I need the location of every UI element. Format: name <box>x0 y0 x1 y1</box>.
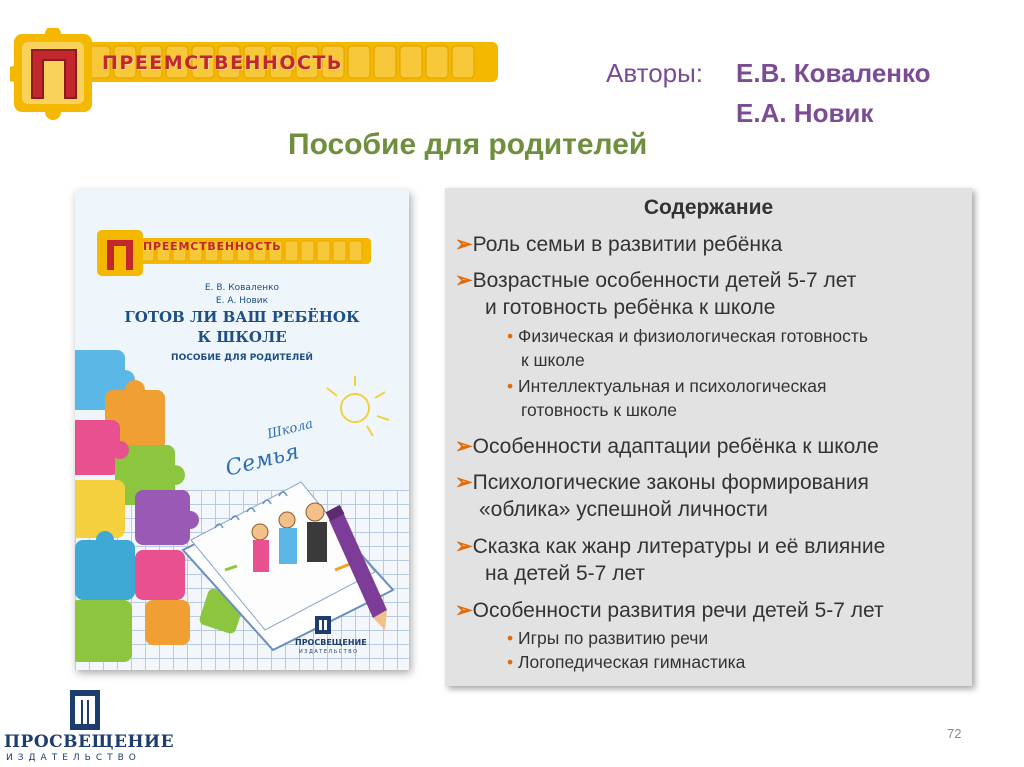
contents-item: ➢Психологические законы формирования <box>455 471 869 494</box>
arrow-bullet-icon: ➢ <box>455 599 473 622</box>
contents-item-continuation: на детей 5-7 лет <box>485 562 646 585</box>
author-kovalenko: Е.В. Коваленко <box>736 58 931 88</box>
dot-bullet-icon: • <box>507 326 514 346</box>
puzzle-logo-icon <box>10 28 505 120</box>
contents-item-continuation: «облика» успешной личности <box>479 498 768 521</box>
publisher-logo <box>0 690 175 767</box>
contents-subitem-continuation: к школе <box>521 350 585 370</box>
puzzle-pieces-icon <box>75 350 246 662</box>
cover-author-kovalenko: Е. В. Коваленко <box>204 283 280 293</box>
cover-author-novik: Е. А. Новик <box>215 296 269 306</box>
contents-subitem: • Логопедическая гимнастика <box>507 652 746 672</box>
contents-subitem: • Интеллектуальная и психологическая <box>507 376 827 396</box>
contents-item: ➢Роль семьи в развитии ребёнка <box>455 233 783 256</box>
cover-script-shkola: Школа <box>265 416 315 443</box>
book-cover <box>75 190 409 670</box>
cover-logo-icon <box>95 228 375 278</box>
arrow-bullet-icon: ➢ <box>455 535 473 558</box>
contents-item-continuation: и готовность ребёнка к школе <box>485 296 776 319</box>
authors-label: Авторы: <box>606 58 704 88</box>
cover-script-semya: Семья <box>223 439 302 482</box>
cover-publisher-mark-icon <box>315 616 331 634</box>
sun-doodle-icon <box>327 376 389 436</box>
cover-publisher: ПРОСВЕЩЕНИЕ <box>295 638 367 647</box>
cover-logo-word: ПРЕЕМСТВЕННОСТЬ <box>143 240 282 253</box>
publisher-mark-icon <box>70 690 100 730</box>
cover-title-line-1: ГОТОВ ЛИ ВАШ РЕБЁНОК <box>124 308 360 326</box>
arrow-bullet-icon: ➢ <box>455 269 473 292</box>
cover-title-line-2: К ШКОЛЕ <box>197 328 287 346</box>
contents-subitem: • Игры по развитию речи <box>507 628 709 648</box>
arrow-bullet-icon: ➢ <box>455 233 473 256</box>
arrow-bullet-icon: ➢ <box>455 435 473 458</box>
contents-item: ➢Особенности развития речи детей 5-7 лет <box>455 599 884 622</box>
dot-bullet-icon: • <box>507 376 514 396</box>
contents-panel <box>445 188 972 686</box>
dot-bullet-icon: • <box>507 652 514 672</box>
contents-subitem: • Физическая и физиологическая готовность <box>507 326 869 346</box>
contents-title: Содержание <box>643 196 774 219</box>
author-novik: Е.А. Новик <box>736 98 874 128</box>
cover-publisher-sub: ИЗДАТЕЛЬСТВО <box>299 649 359 655</box>
contents-subitem-continuation: готовность к школе <box>521 400 678 420</box>
publisher-name: ПРОСВЕЩЕНИЕ <box>4 732 175 752</box>
dot-bullet-icon: • <box>507 628 514 648</box>
arrow-bullet-icon: ➢ <box>455 471 473 494</box>
page-title: Пособие для родителей <box>288 128 648 161</box>
contents-item: ➢Особенности адаптации ребёнка к школе <box>455 435 879 458</box>
publisher-sub: ИЗДАТЕЛЬСТВО <box>6 753 141 763</box>
contents-item: ➢Сказка как жанр литературы и её влияние <box>455 535 886 558</box>
cover-subtitle: ПОСОБИЕ ДЛЯ РОДИТЕЛЕЙ <box>171 353 313 363</box>
preemstvennost-logo <box>10 28 505 120</box>
logo-word: ПРЕЕМСТВЕННОСТЬ <box>102 52 343 74</box>
contents-item: ➢Возрастные особенности детей 5-7 лет <box>455 269 857 292</box>
page-number: 72 <box>947 726 962 741</box>
